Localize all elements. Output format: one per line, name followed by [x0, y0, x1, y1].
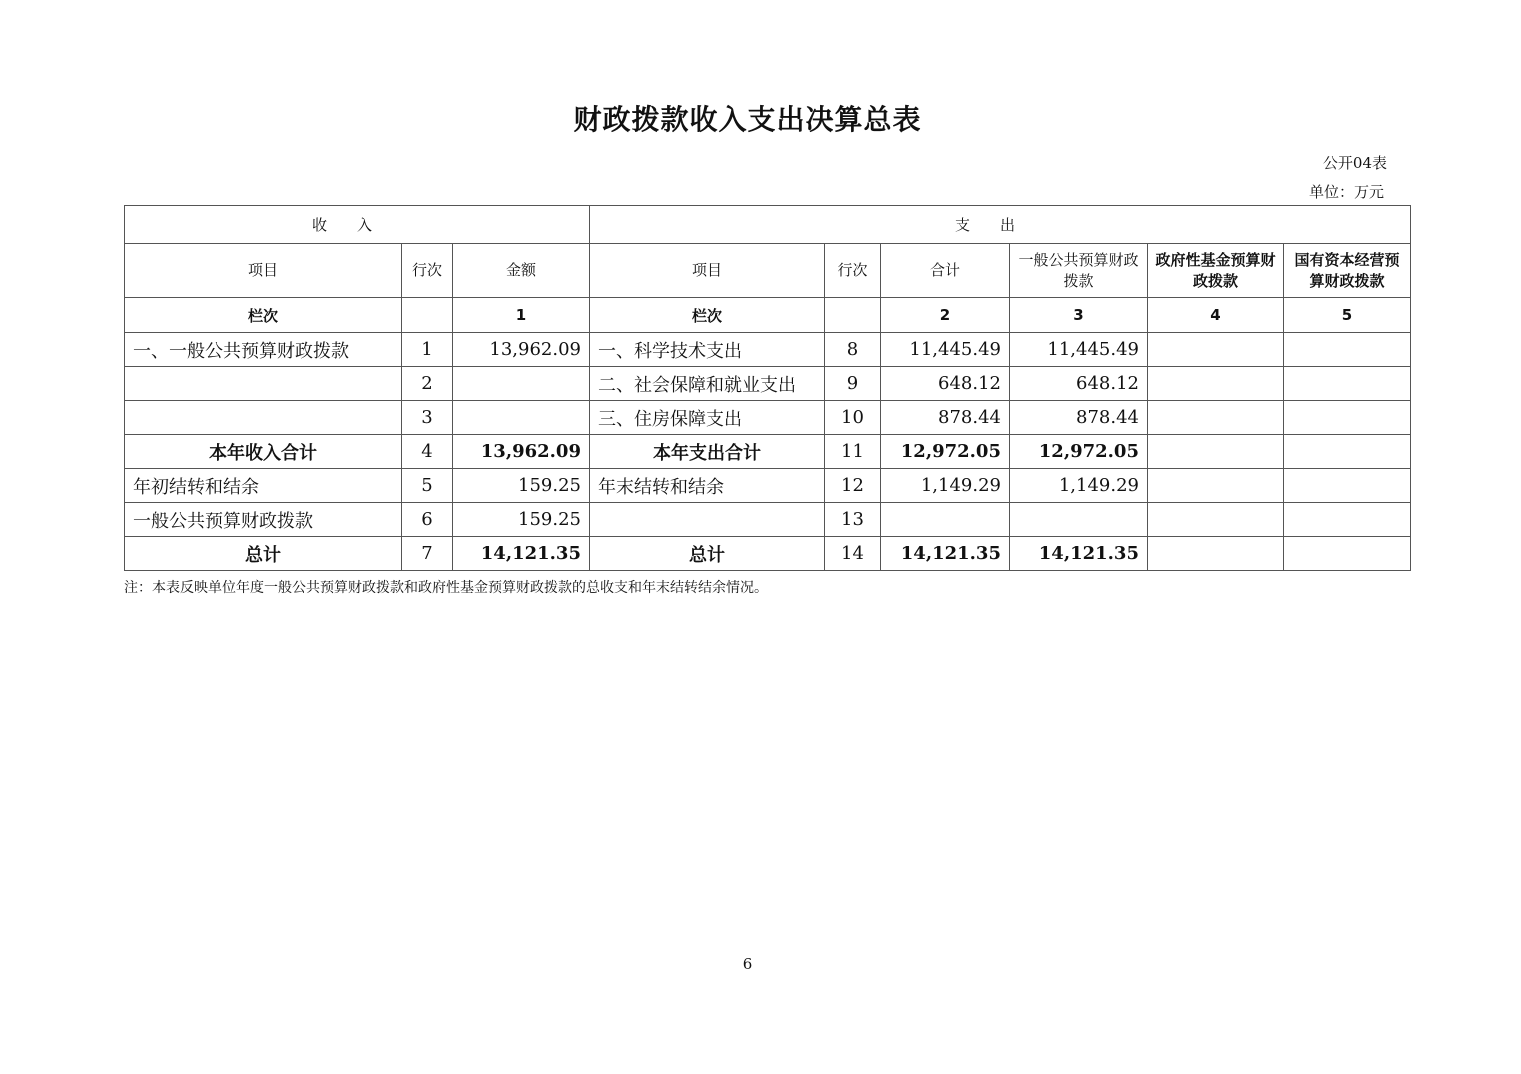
general-public-cell: 12,972.05 [1010, 435, 1148, 469]
col-number-1: 1 [453, 298, 590, 333]
gov-fund-cell [1148, 367, 1284, 401]
income-amount-cell: 14,121.35 [453, 537, 590, 571]
col-empty [402, 298, 453, 333]
expense-row-cell: 12 [825, 469, 881, 503]
col-empty [825, 298, 881, 333]
income-item-cell: 一般公共预算财政拨款 [125, 503, 402, 537]
header-general-public: 一般公共预算财政拨款 [1010, 244, 1148, 298]
expense-item-cell: 二、社会保障和就业支出 [590, 367, 825, 401]
expense-row-cell: 11 [825, 435, 881, 469]
expense-item-cell: 总计 [590, 537, 825, 571]
state-capital-cell [1284, 333, 1411, 367]
state-capital-cell [1284, 401, 1411, 435]
total-cell: 11,445.49 [881, 333, 1010, 367]
header-state-capital: 国有资本经营预算财政拨款 [1284, 244, 1411, 298]
unit-label: 单位：万元 [1308, 183, 1384, 201]
income-item-cell: 总计 [125, 537, 402, 571]
table-row-subtotal [125, 435, 1411, 469]
total-cell: 648.12 [881, 367, 1010, 401]
table-row [125, 469, 1411, 503]
table-row [125, 367, 1411, 401]
total-cell [881, 503, 1010, 537]
page-number: 6 [742, 955, 753, 973]
general-public-cell: 878.44 [1010, 401, 1148, 435]
income-row-cell: 2 [402, 367, 453, 401]
table-note: 注：本表反映单位年度一般公共预算财政拨款和政府性基金预算财政拨款的总收支和年末结转结余情况。 [124, 580, 768, 596]
income-row-cell: 1 [402, 333, 453, 367]
total-cell: 12,972.05 [881, 435, 1010, 469]
state-capital-cell [1284, 503, 1411, 537]
fiscal-summary-table [124, 205, 1411, 571]
expense-row-cell: 14 [825, 537, 881, 571]
col-number-2: 2 [881, 298, 1010, 333]
table-row [125, 333, 1411, 367]
gov-fund-cell [1148, 401, 1284, 435]
income-section-header: 收入 [125, 206, 590, 244]
table-row-grand-total [125, 537, 1411, 571]
state-capital-cell [1284, 537, 1411, 571]
col-number-5: 5 [1284, 298, 1411, 333]
state-capital-cell [1284, 435, 1411, 469]
income-amount-cell: 13,962.09 [453, 435, 590, 469]
column-number-row [125, 298, 1411, 333]
gov-fund-cell [1148, 435, 1284, 469]
gov-fund-cell [1148, 537, 1284, 571]
gov-fund-cell [1148, 333, 1284, 367]
income-row-cell: 6 [402, 503, 453, 537]
general-public-cell: 11,445.49 [1010, 333, 1148, 367]
income-row-cell: 3 [402, 401, 453, 435]
total-cell: 878.44 [881, 401, 1010, 435]
expense-item-cell: 本年支出合计 [590, 435, 825, 469]
section-header-row [125, 206, 1411, 244]
column-header-row [125, 244, 1411, 298]
gov-fund-cell [1148, 469, 1284, 503]
income-item-cell: 本年收入合计 [125, 435, 402, 469]
form-number: 公开04表 [1322, 154, 1387, 172]
gov-fund-cell [1148, 503, 1284, 537]
income-item-cell: 一、一般公共预算财政拨款 [125, 333, 402, 367]
income-row-cell: 4 [402, 435, 453, 469]
general-public-cell: 648.12 [1010, 367, 1148, 401]
total-cell: 1,149.29 [881, 469, 1010, 503]
income-amount-cell: 159.25 [453, 503, 590, 537]
header-expense-row: 行次 [825, 244, 881, 298]
header-total: 合计 [881, 244, 1010, 298]
income-amount-cell: 159.25 [453, 469, 590, 503]
income-item-cell [125, 367, 402, 401]
table-row [125, 401, 1411, 435]
expense-row-cell: 10 [825, 401, 881, 435]
header-income-amount: 金额 [453, 244, 590, 298]
income-row-cell: 7 [402, 537, 453, 571]
total-cell: 14,121.35 [881, 537, 1010, 571]
header-gov-fund: 政府性基金预算财政拨款 [1148, 244, 1284, 298]
income-amount-cell [453, 367, 590, 401]
header-expense-item: 项目 [590, 244, 825, 298]
general-public-cell: 14,121.35 [1010, 537, 1148, 571]
col-number-4: 4 [1148, 298, 1284, 333]
expense-item-cell [590, 503, 825, 537]
col-number-3: 3 [1010, 298, 1148, 333]
expense-item-cell: 年末结转和结余 [590, 469, 825, 503]
expense-item-cell: 一、科学技术支出 [590, 333, 825, 367]
income-row-cell: 5 [402, 469, 453, 503]
expense-row-cell: 9 [825, 367, 881, 401]
income-item-cell [125, 401, 402, 435]
expense-item-cell: 三、住房保障支出 [590, 401, 825, 435]
col-label-expense: 栏次 [590, 298, 825, 333]
table-row [125, 503, 1411, 537]
expense-row-cell: 13 [825, 503, 881, 537]
income-item-cell: 年初结转和结余 [125, 469, 402, 503]
general-public-cell: 1,149.29 [1010, 469, 1148, 503]
income-amount-cell: 13,962.09 [453, 333, 590, 367]
col-label-income: 栏次 [125, 298, 402, 333]
income-amount-cell [453, 401, 590, 435]
document-title: 财政拨款收入支出决算总表 [573, 103, 922, 136]
state-capital-cell [1284, 469, 1411, 503]
expense-section-header: 支出 [590, 206, 1411, 244]
expense-row-cell: 8 [825, 333, 881, 367]
general-public-cell [1010, 503, 1148, 537]
header-income-item: 项目 [125, 244, 402, 298]
header-income-row: 行次 [402, 244, 453, 298]
state-capital-cell [1284, 367, 1411, 401]
